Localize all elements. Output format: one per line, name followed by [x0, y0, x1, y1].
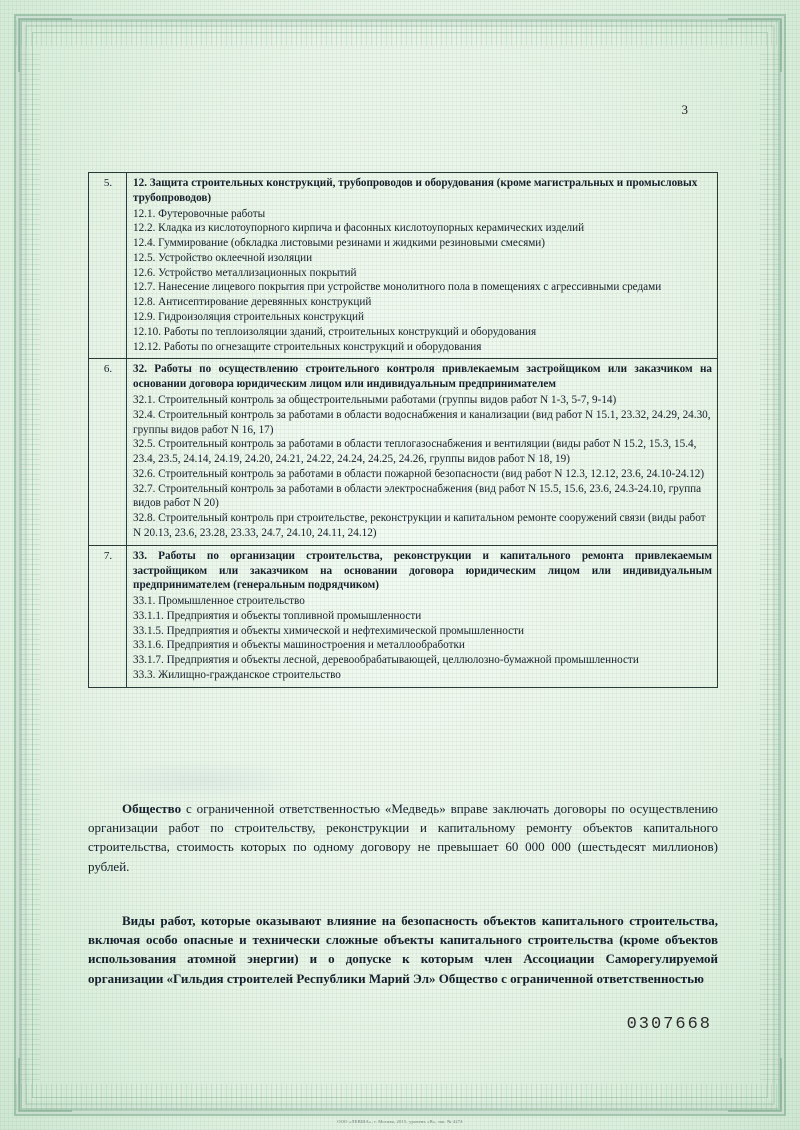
- list-item: 12.4. Гуммирование (обкладка листовыми резинами и жидкими резиновыми смесями): [133, 237, 546, 250]
- printer-imprint: ООО «ЛЕВША», г. Москва, 2015, уровень «В», зак. № 4274: [337, 1119, 463, 1124]
- row-heading: 32. Работы по осуществлению строительного контроля привлекаемым застройщиком или заказчиком на основании договора юридическим лицом или индивидуальным предпринимателем: [133, 363, 712, 391]
- list-item: 32.5. Строительный контроль за работами в области теплогазоснабжения и вентиляции (виды работ N 15.2, 15.3, 15.4, 23.4, 23.5, 24.14, 24.19, 24.20, 24.21, 24.22, 24.24, 24.25, 24.26, группы видов работ N 18, 19): [133, 438, 697, 466]
- row-heading: 12. Защита строительных конструкций, трубопроводов и оборудования (кроме магистральных и промысловых трубопроводов): [133, 177, 698, 204]
- table-row: [89, 545, 718, 687]
- list-item: 33.1.6. Предприятия и объекты машиностроения и металлообработки: [133, 639, 465, 652]
- list-item: 12.6. Устройство металлизационных покрытий: [133, 266, 357, 279]
- list-item: 12.5. Устройство оклеечной изоляции: [133, 251, 313, 264]
- serial-number: 0307668: [626, 1015, 712, 1034]
- paragraph-lead-word: Общество: [122, 801, 182, 816]
- ink-smudge: [96, 760, 306, 800]
- list-item: 33.3. Жилищно-гражданское строительство: [133, 669, 341, 681]
- list-item: 12.12. Работы по огнезащите строительных конструкций и оборудования: [133, 340, 482, 353]
- list-item: 12.10. Работы по теплоизоляции зданий, строительных конструкций и оборудования: [133, 325, 537, 338]
- row-number: 6.: [89, 359, 127, 545]
- row-content: [127, 359, 718, 545]
- row-number: 7.: [89, 545, 127, 687]
- works-table: [88, 172, 718, 688]
- list-item: 12.9. Гидроизоляция строительных конструкций: [133, 311, 364, 324]
- list-item: 32.8. Строительный контроль при строительстве, реконструкции и капитальном ремонте сооружений связи (виды работ N 20.13, 23.6, 23.28, 23.33, 24.7, 24.10, 24.11, 24.12): [133, 512, 706, 539]
- list-item: 33.1.1. Предприятия и объекты топливной промышленности: [133, 609, 422, 622]
- list-item: 12.1. Футеровочные работы: [133, 207, 266, 220]
- paragraph-body: с ограниченной ответственностью «Медведь» вправе заключать договоры по осуществлению организации работ по строительству, реконструкции и капитальному ремонту объектов капитального строительства, стоимость которых по одному договору не превышает 60 000 000 (шестьдесят миллионов) рублей.: [88, 801, 719, 874]
- table-row: [89, 359, 718, 545]
- list-item: 12.8. Антисептирование деревянных конструкций: [133, 296, 372, 309]
- row-content: [127, 545, 718, 687]
- list-item: 32.4. Строительный контроль за работами в области водоснабжения и канализации (вид работ N 15.1, 23.32, 24.29, 24.30, группы видов работ N 16, 17): [133, 408, 711, 436]
- paragraph-works-scope: [88, 911, 718, 988]
- row-number: 5.: [89, 173, 127, 359]
- table-row: [89, 173, 718, 359]
- list-item: 32.1. Строительный контроль за общестроительными работами (группы видов работ N 1-3, 5-7, 9-14): [133, 393, 617, 406]
- list-item: 33.1.7. Предприятия и объекты лесной, деревообрабатывающей, целлюлозно-бумажной промышленности: [133, 654, 639, 667]
- page-number: 3: [681, 102, 688, 117]
- row-content: [127, 173, 718, 359]
- list-item: 33.1. Промышленное строительство: [133, 595, 305, 608]
- list-item: 12.2. Кладка из кислотоупорного кирпича и фасонных кислотоупорных керамических изделий: [133, 222, 585, 235]
- list-item: 33.1.5. Предприятия и объекты химической и нефтехимической промышленности: [133, 624, 525, 637]
- list-item: 32.6. Строительный контроль за работами в области пожарной безопасности (вид работ N 12.3, 12.12, 23.6, 24.10-24.12): [133, 467, 705, 480]
- list-item: 32.7. Строительный контроль за работами в области электроснабжения (вид работ N 15.5, 15.6, 23.6, 24.3-24.10, группа видов работ N 20): [133, 482, 702, 510]
- paragraph-contract-limit: [88, 799, 718, 876]
- row-heading: 33. Работы по организации строительства, реконструкции и капитального ремонта привлекаемым застройщиком или заказчиком на основании договора юридическим лицом или индивидуальным предпринимателем (генеральным подрядчиком): [133, 549, 712, 592]
- paragraph-body: Виды работ, которые оказывают влияние на безопасность объектов капитального строительства, включая особо опасные и технически сложные объекты капитального строительства (кроме объектов использования атомной энергии) и о допуске к которым член Ассоциации Саморегулируемой организации «Гильдия строителей Республики Марий Эл» Общество с ограниченной ответственностью: [88, 913, 718, 986]
- list-item: 12.7. Нанесение лицевого покрытия при устройстве монолитного пола в помещениях с агрессивными средами: [133, 281, 662, 294]
